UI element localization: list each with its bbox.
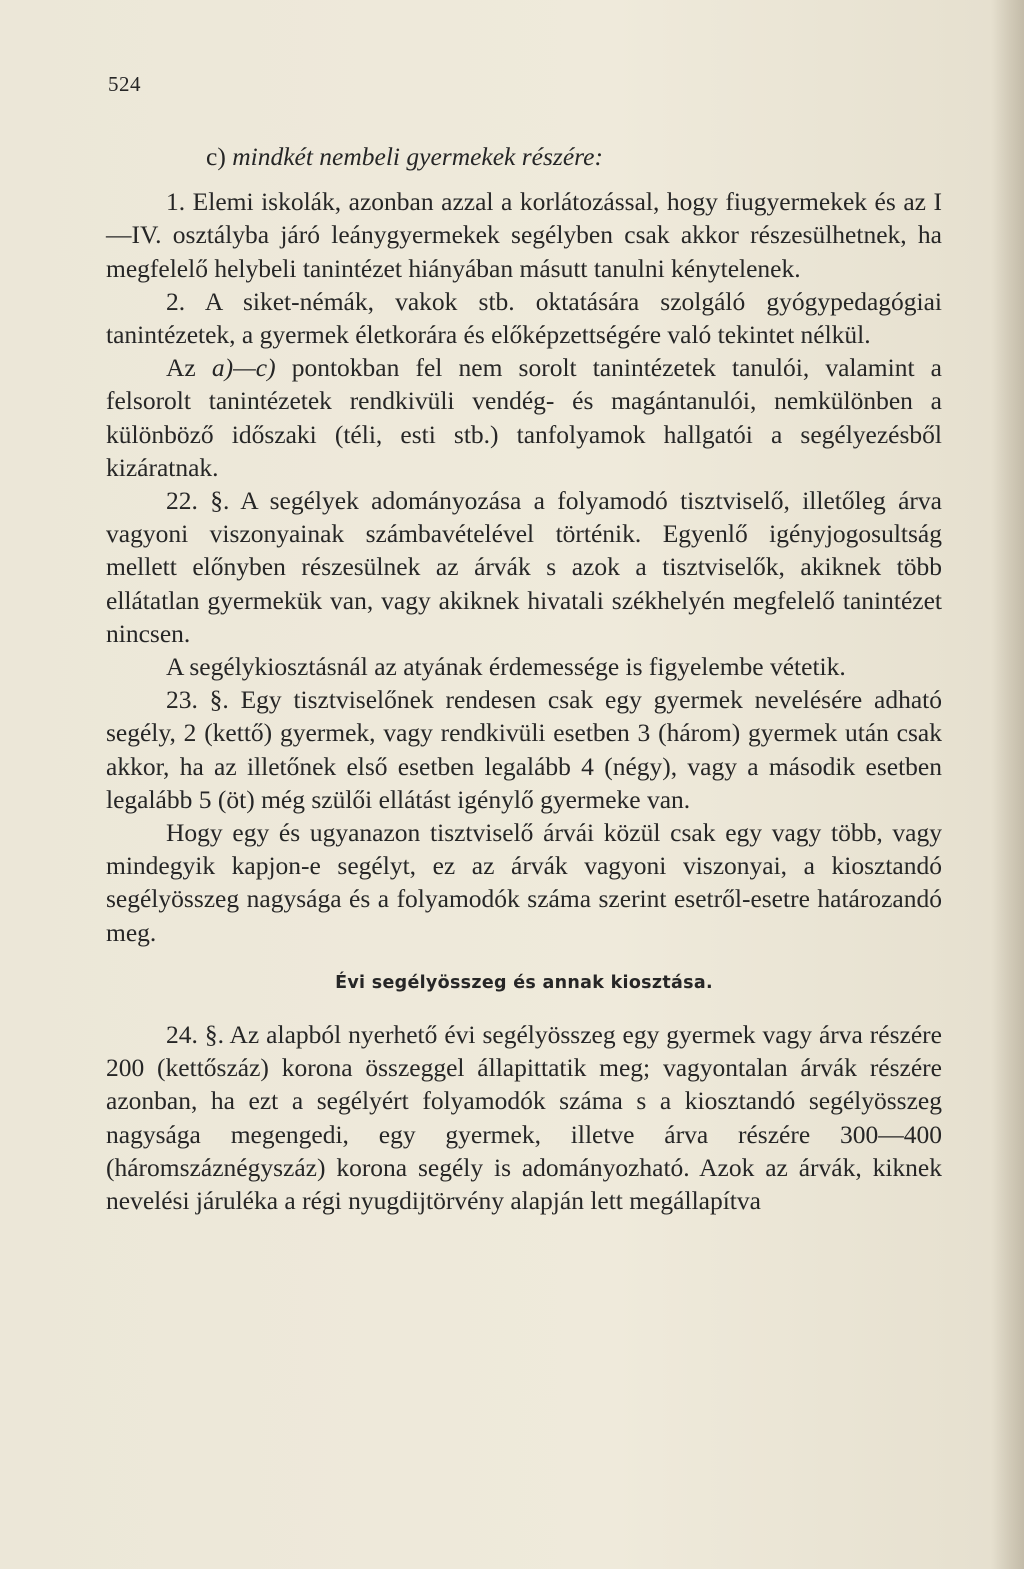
paragraph-erdemesseg: A segélykiosztásnál az atyának érdemessége is figyelembe vétetik. (166, 652, 846, 682)
page-body (106, 140, 942, 1217)
paragraph-arvak: Hogy egy és ugyanazon tisztviselő árvái közül csak egy vagy több, vagy mindegyik kapjon-e segélyt, ez az árvák vagyoni viszonyai, a kiosztandó segélyösszeg nagysága és a folyamodók száma szerint esetről-esetre határozandó meg. (106, 818, 942, 947)
paragraph-elemi-iskolak: 1. Elemi iskolák, azonban azzal a korlátozással, hogy fiugyermekek és az I—IV. osztályba járó leánygyermekek segélyben csak akkor részesülhetnek, ha megfelelő helybeli tanintézet hiányában másutt tanulni kénytelenek. (106, 187, 942, 283)
paragraph-kizaratnak (106, 351, 942, 484)
paragraph-section-23: 23. §. Egy tisztviselőnek rendesen csak egy gyermek nevelésére adható segély, 2 (kettő) gyermek, vagy rendkivüli esetben 3 (három) gyermek után csak akkor, ha az illetőnek első esetben legalább 4 (négy), vagy a második esetben legalább 5 (öt) még szülői ellátást igénylő gyermeke van. (106, 685, 942, 814)
page-number: 524 (108, 72, 141, 96)
paragraph-section-24: 24. §. Az alapból nyerhető évi segélyösszeg egy gyermek vagy árva részére 200 (kettőszáz) korona összeggel állapittatik meg; vagyontalan árvák részére azonban, ha ezt a segélyért folyamodók száma s a kiosztandó segélyösszeg nagysága megengedi, egy gyermek, illetve árva részére 300—400 (háromszáznégyszáz) korona segély is adományozható. Azok az árvák, kiknek nevelési járuléka a régi nyugdijtörvény alapján lett megállapítva (106, 1020, 942, 1216)
paragraph-start: Az (166, 353, 196, 383)
point-reference: a)—c) (211, 353, 276, 383)
paragraph-rest: pontokban fel nem sorolt tanintézetek tanulói, valamint a felsorolt tanintézetek rendkivüli vendég- és magántanulói, nemkülönben a különböző időszaki (téli, esti stb.) tanfolyamok hallgatói a segélyezésből kizáratnak. (106, 353, 942, 482)
paragraph-section-22: 22. §. A segélyek adományozása a folyamodó tisztviselő, illetőleg árva vagyoni viszonyainak számbavételével történik. Egyenlő igényjogosultság mellett előnyben részesülnek az árvák s azok a tisztviselők, akiknek több ellátatlan gyermekük van, vagy akiknek hivatali székhelyén megfelelő tanintézet nincsen. (106, 486, 942, 648)
section-title: Évi segélyösszeg és annak kiosztása. (335, 972, 713, 993)
subsection-label: c) (206, 142, 226, 171)
paragraph-siket-nemak: 2. A siket-némák, vakok stb. oktatására szolgáló gyógypedagógiai tanintézetek, a gyermek életkorára és előképzettségére való tekintet nélkül. (106, 286, 942, 350)
subsection-heading (106, 140, 942, 173)
subsection-title: mindkét nembeli gyermekek részére: (232, 142, 603, 171)
page-edge-shadow (990, 0, 1024, 1569)
